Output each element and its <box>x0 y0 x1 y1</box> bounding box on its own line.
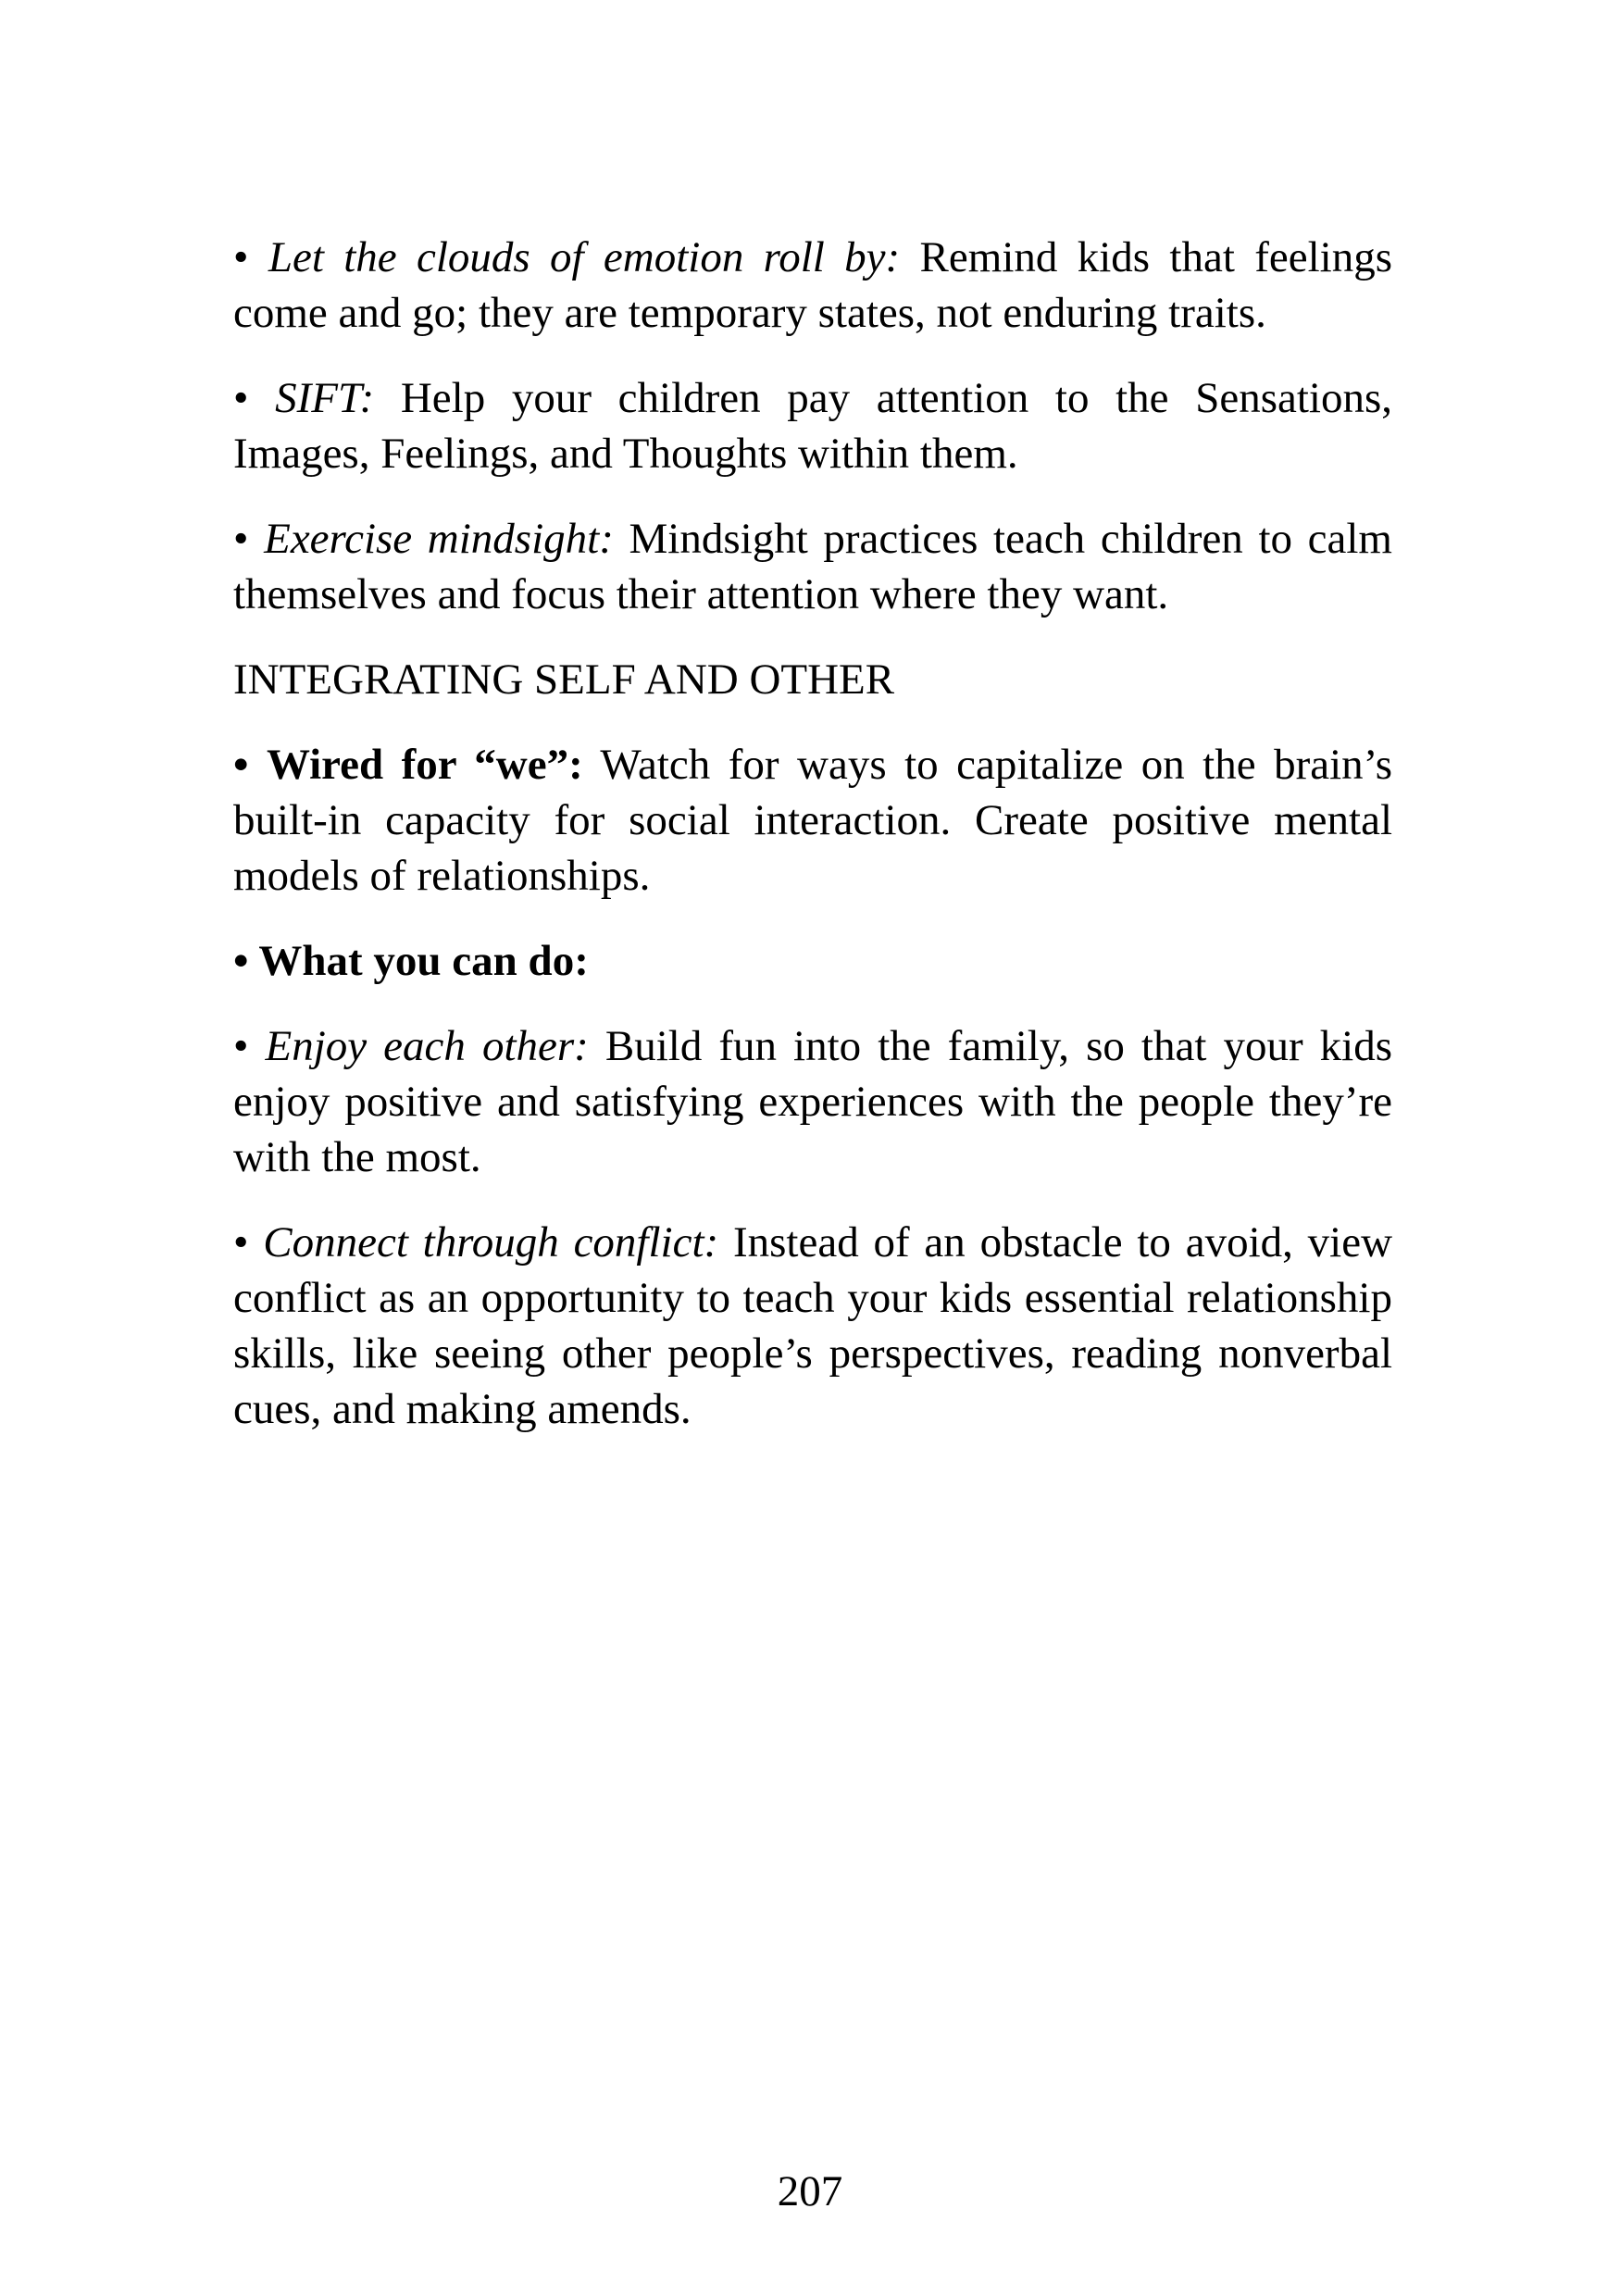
list-item <box>233 511 1392 622</box>
item-term: Wired for “we”: <box>266 741 583 789</box>
what-you-can-do-label: What you can do: <box>258 937 589 985</box>
item-term: Let the clouds of emotion roll by: <box>268 233 901 281</box>
list-item <box>233 737 1392 904</box>
item-text: Help your children pay attention to the Sensations, Images, Feelings, and Thoughts within them. <box>233 374 1393 478</box>
item-text: Watch for ways to capitalize on the brain’s built-in capacity for social interaction. Create positive mental models of relationships. <box>233 741 1392 900</box>
list-item <box>233 1018 1392 1185</box>
item-text: Mindsight practices teach children to calm themselves and focus their attention where they want. <box>233 515 1392 618</box>
item-term: Connect through conflict: <box>263 1218 719 1267</box>
page-body <box>233 230 1392 1466</box>
item-text: Instead of an obstacle to avoid, view conflict as an opportunity to teach your kids essential relationship skills, like seeing other people’s perspectives, reading nonverbal cues, and making amends. <box>233 1218 1393 1433</box>
bullet: • <box>233 374 249 422</box>
item-term: Enjoy each other: <box>265 1022 589 1070</box>
item-term: SIFT: <box>275 374 375 422</box>
bullet: • <box>233 1022 249 1070</box>
bullet: • <box>233 515 249 563</box>
item-term: Exercise mindsight: <box>264 515 614 563</box>
list-item <box>233 230 1392 341</box>
bullet: • <box>233 1218 249 1267</box>
list-item <box>233 370 1392 481</box>
what-you-can-do <box>233 933 1392 989</box>
section-heading: INTEGRATING SELF AND OTHER <box>233 655 895 704</box>
list-item <box>233 1215 1392 1437</box>
bullet: • <box>233 741 249 789</box>
bullet: • <box>233 233 249 281</box>
bullet: • <box>233 937 249 985</box>
page-number: 207 <box>777 2167 843 2215</box>
item-text: Build fun into the family, so that your kids enjoy positive and satisfying experiences with the people they’re with the most. <box>233 1022 1392 1181</box>
item-text: Remind kids that feelings come and go; they are temporary states, not enduring traits. <box>233 233 1393 337</box>
